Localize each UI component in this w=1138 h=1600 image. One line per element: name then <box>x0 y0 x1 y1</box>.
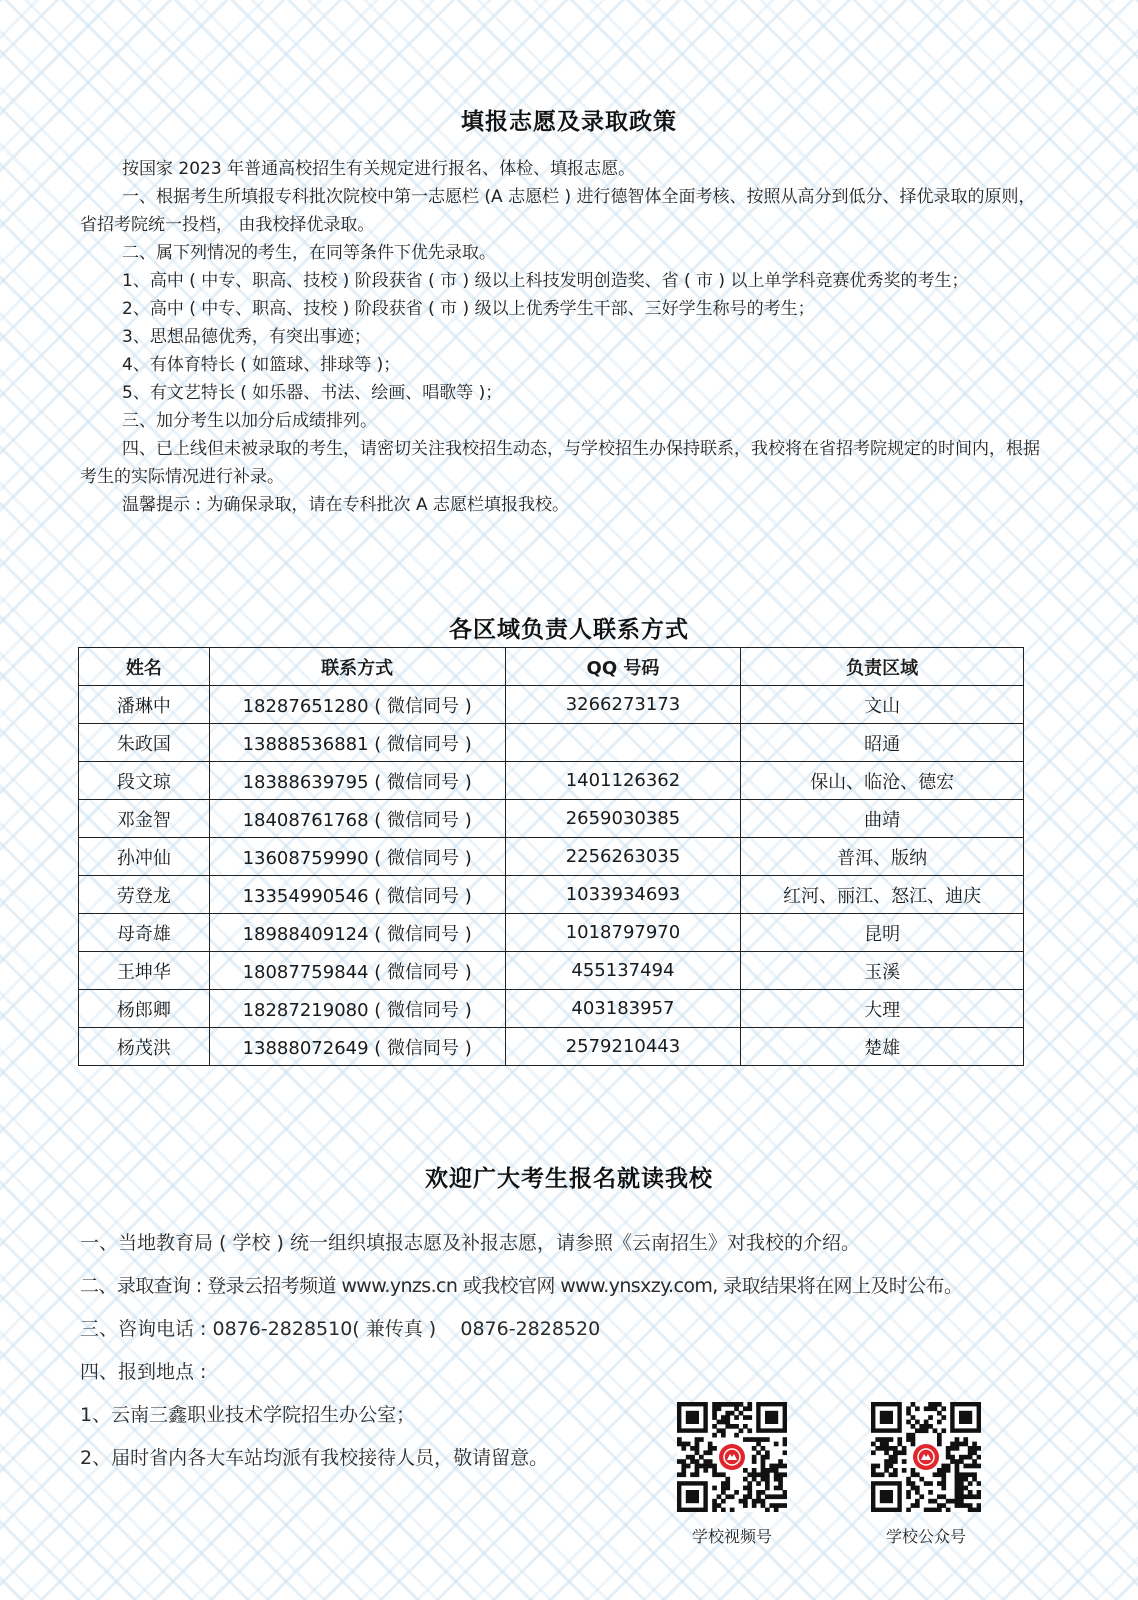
cell-contact: 13608759990 ( 微信同号 ) <box>209 838 505 876</box>
cell-region: 楚雄 <box>741 1028 1024 1066</box>
policy-body <box>80 155 1042 519</box>
cell-name: 杨郎卿 <box>79 990 210 1028</box>
cell-contact: 18388639795 ( 微信同号 ) <box>209 762 505 800</box>
cell-qq: 2579210443 <box>505 1028 741 1066</box>
cell-region: 红河、丽江、怒江、迪庆 <box>741 876 1024 914</box>
cell-name: 朱政国 <box>79 724 210 762</box>
cell-name: 段文琼 <box>79 762 210 800</box>
cell-region: 曲靖 <box>741 800 1024 838</box>
table-row <box>79 762 1024 800</box>
cell-qq: 1018797970 <box>505 914 741 952</box>
qr-code-icon <box>677 1402 787 1512</box>
cell-region: 大理 <box>741 990 1024 1028</box>
cell-qq: 455137494 <box>505 952 741 990</box>
welcome-line: 三、咨询电话 : 0876-2828510( 兼传真 ) 0876-2828520 <box>80 1318 601 1340</box>
table-row <box>79 838 1024 876</box>
cell-contact: 13888536881 ( 微信同号 ) <box>209 724 505 762</box>
policy-title: 填报志愿及录取政策 <box>461 109 677 135</box>
table-row <box>79 686 1024 724</box>
table-row <box>79 914 1024 952</box>
cell-contact: 13354990546 ( 微信同号 ) <box>209 876 505 914</box>
policy-paragraph: 二、属下列情况的考生，在同等条件下优先录取。 <box>122 243 496 263</box>
cell-qq: 403183957 <box>505 990 741 1028</box>
welcome-line: 一、当地教育局 ( 学校 ) 统一组织填报志愿及补报志愿，请参照《云南招生》对我校的介绍。 <box>80 1232 860 1254</box>
cell-contact: 18287651280 ( 微信同号 ) <box>209 686 505 724</box>
table-row <box>79 876 1024 914</box>
policy-paragraph: 5、有文艺特长 ( 如乐器、书法、绘画、唱歌等 )； <box>122 383 503 403</box>
cell-name: 母奇雄 <box>79 914 210 952</box>
cell-region: 玉溪 <box>741 952 1024 990</box>
welcome-title: 欢迎广大考生报名就读我校 <box>425 1166 713 1192</box>
cell-name: 邓金智 <box>79 800 210 838</box>
table-row <box>79 724 1024 762</box>
cell-qq: 1033934693 <box>505 876 741 914</box>
cell-contact: 18408761768 ( 微信同号 ) <box>209 800 505 838</box>
qr-label: 学校视频号 <box>691 1527 772 1546</box>
welcome-line: 二、录取查询 : 登录云招考频道 www.ynzs.cn 或我校官网 www.ynsxzy.com, 录取结果将在网上及时公布。 <box>80 1275 963 1297</box>
cell-name: 杨茂洪 <box>79 1028 210 1066</box>
qr-video-account <box>672 1402 792 1547</box>
cell-name: 王坤华 <box>79 952 210 990</box>
welcome-line: 2、届时省内各大车站均派有我校接待人员，敬请留意。 <box>80 1447 549 1469</box>
table-row <box>79 952 1024 990</box>
cell-region: 昆明 <box>741 914 1024 952</box>
header-contact: 联系方式 <box>209 648 505 686</box>
cell-name: 孙冲仙 <box>79 838 210 876</box>
header-name: 姓名 <box>79 648 210 686</box>
cell-region: 普洱、版纳 <box>741 838 1024 876</box>
qr-code-graphic <box>677 1402 787 1512</box>
cell-region: 保山、临沧、德宏 <box>741 762 1024 800</box>
welcome-line: 1、云南三鑫职业技术学院招生办公室； <box>80 1404 416 1426</box>
cell-qq: 3266273173 <box>505 686 741 724</box>
table-row <box>79 800 1024 838</box>
cell-name: 潘琳中 <box>79 686 210 724</box>
cell-contact: 18988409124 ( 微信同号 ) <box>209 914 505 952</box>
table-row <box>79 1028 1024 1066</box>
cell-qq <box>505 724 741 762</box>
qr-code-icon <box>871 1402 981 1512</box>
cell-region: 文山 <box>741 686 1024 724</box>
cell-qq: 2659030385 <box>505 800 741 838</box>
policy-paragraph: 三、加分考生以加分后成绩排列。 <box>122 411 377 431</box>
cell-qq: 1401126362 <box>505 762 741 800</box>
table-header-row <box>79 648 1024 686</box>
table-row <box>79 990 1024 1028</box>
header-region: 负责区域 <box>741 648 1024 686</box>
cell-contact: 18287219080 ( 微信同号 ) <box>209 990 505 1028</box>
contacts-table <box>78 647 1024 1066</box>
qr-official-account <box>866 1402 986 1547</box>
qr-label: 学校公众号 <box>885 1527 966 1546</box>
policy-paragraph: 一、根据考生所填报专科批次院校中第一志愿栏 (A 志愿栏 ) 进行德智体全面考核、按照从高分到低分、择优录取的原则，省招考院统一投档， 由我校择优录取。 <box>80 187 1036 235</box>
contacts-title: 各区域负责人联系方式 <box>449 617 689 643</box>
policy-paragraph: 2、高中 ( 中专、职高、技校 ) 阶段获省 ( 市 ) 级以上优秀学生干部、三好学生称号的考生； <box>122 299 815 319</box>
cell-qq: 2256263035 <box>505 838 741 876</box>
cell-region: 昭通 <box>741 724 1024 762</box>
policy-paragraph: 四、已上线但未被录取的考生，请密切关注我校招生动态，与学校招生办保持联系，我校将在省招考院规定的时间内，根据考生的实际情况进行补录。 <box>80 439 1040 487</box>
policy-paragraph: 3、思想品德优秀，有突出事迹； <box>122 327 371 347</box>
policy-paragraph: 4、有体育特长 ( 如篮球、排球等 )； <box>122 355 401 375</box>
policy-paragraph: 温馨提示 : 为确保录取，请在专科批次 A 志愿栏填报我校。 <box>122 495 569 515</box>
cell-contact: 18087759844 ( 微信同号 ) <box>209 952 505 990</box>
qr-code-graphic <box>871 1402 981 1512</box>
welcome-line: 四、报到地点 : <box>80 1361 207 1383</box>
cell-name: 劳登龙 <box>79 876 210 914</box>
cell-contact: 13888072649 ( 微信同号 ) <box>209 1028 505 1066</box>
header-qq: QQ 号码 <box>505 648 741 686</box>
policy-paragraph: 按国家 2023 年普通高校招生有关规定进行报名、体检、填报志愿。 <box>122 159 636 179</box>
policy-paragraph: 1、高中 ( 中专、职高、技校 ) 阶段获省 ( 市 ) 级以上科技发明创造奖、省 ( 市 ) 以上单学科竞赛优秀奖的考生； <box>122 271 969 291</box>
